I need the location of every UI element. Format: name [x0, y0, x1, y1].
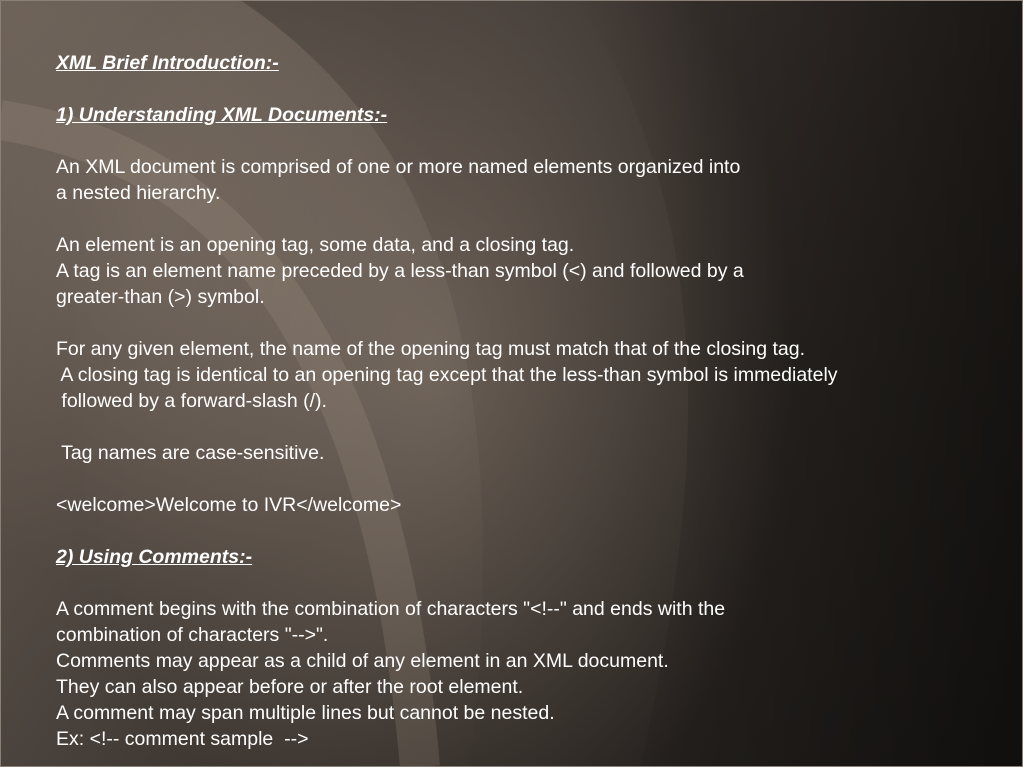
paragraph-line: A tag is an element name preceded by a less-than symbol (<) and followed by a [56, 260, 744, 282]
paragraph-line: For any given element, the name of the opening tag must match that of the closing tag. [56, 338, 806, 360]
paragraph-line: combination of characters "-->". [56, 624, 329, 646]
paragraph-line: An XML document is comprised of one or more named elements organized into [56, 156, 741, 178]
slide-title: XML Brief Introduction:- [56, 52, 279, 74]
paragraph-line: followed by a forward-slash (/). [56, 390, 327, 412]
xml-example: <welcome>Welcome to IVR</welcome> [56, 494, 402, 516]
paragraph-line: A closing tag is identical to an opening tag except that the less-than symbol is immediately [56, 364, 838, 386]
slide-content [56, 50, 1006, 752]
paragraph-line: Comments may appear as a child of any element in an XML document. [56, 650, 669, 672]
paragraph-line: greater-than (>) symbol. [56, 286, 265, 308]
paragraph-line: An element is an opening tag, some data, and a closing tag. [56, 234, 575, 256]
paragraph-line: A comment begins with the combination of characters "<!--" and ends with the [56, 598, 726, 620]
comment-example: Ex: <!-- comment sample --> [56, 728, 309, 750]
paragraph-line: They can also appear before or after the root element. [56, 676, 524, 698]
paragraph-line: A comment may span multiple lines but cannot be nested. [56, 702, 555, 724]
paragraph-line: Tag names are case-sensitive. [56, 442, 325, 464]
section-2-heading: 2) Using Comments:- [56, 546, 253, 568]
paragraph-line: a nested hierarchy. [56, 182, 221, 204]
section-1-heading: 1) Understanding XML Documents:- [56, 104, 388, 126]
